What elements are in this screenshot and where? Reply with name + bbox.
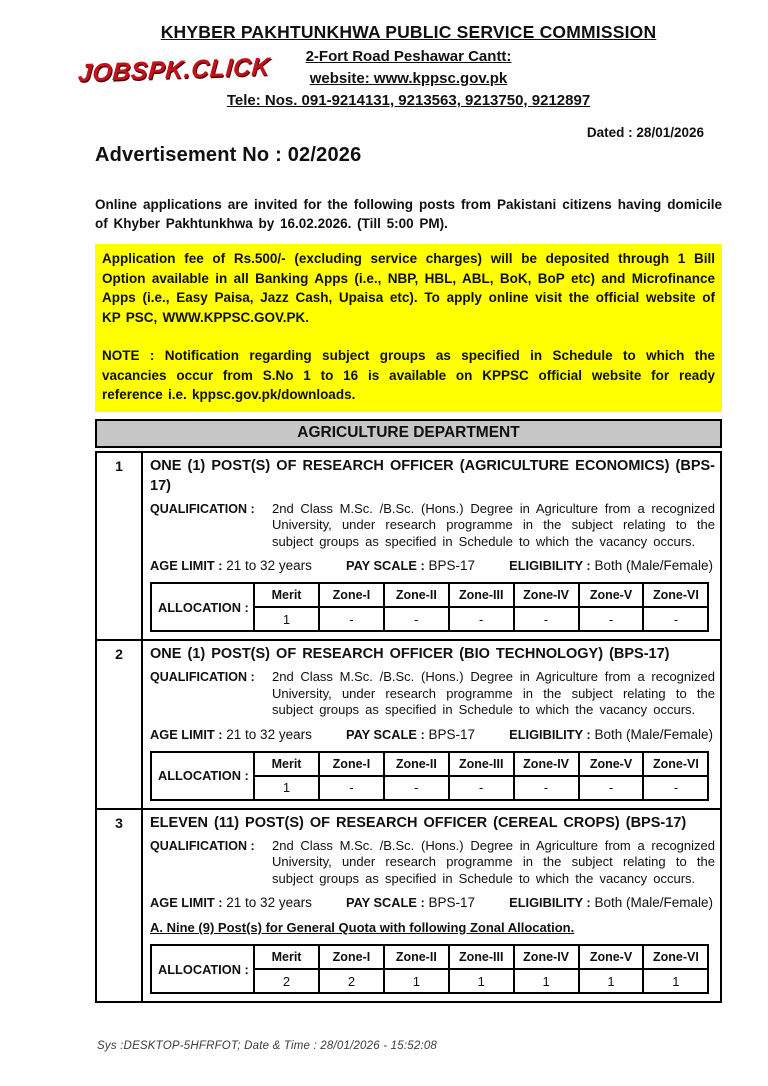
allocation-col-header: Zone-IV [514,583,579,607]
dated-label: Dated : [586,125,633,140]
allocation-value: 1 [254,776,319,800]
schedule-note-text: NOTE : Notification regarding subject groups as specified in Schedule to which the vacancies occur from S.No 1 to 16 is available on KPPSC official website for ready reference i.e. kppsc.gov.pk/downloads. [102,348,715,402]
commission-title: KHYBER PAKHTUNKHWA PUBLIC SERVICE COMMISSION [160,22,657,42]
allocation-value: 1 [384,969,449,993]
pay-scale: PAY SCALE : BPS-17 [346,895,475,910]
dated-value: 28/01/2026 [636,125,704,140]
page-content [77,22,722,1003]
allocation-value: 2 [319,969,384,993]
post-row [97,639,720,808]
intro-paragraph: Online applications are invited for the following posts from Pakistani citizens having domicile of Khyber Pakhtunkhwa by 16.02.2026. (Till 5:00 PM). [95,197,722,231]
jobspk-watermark-logo: JOBSPK.CLICK [77,52,272,88]
age-limit: AGE LIMIT : 21 to 32 years [150,558,312,573]
qualification-row [150,838,715,888]
age-limit: AGE LIMIT : 21 to 32 years [150,895,312,910]
allocation-col-header: Merit [254,583,319,607]
allocation-value: - [514,776,579,800]
allocation-col-header: Zone-I [319,583,384,607]
letterhead [77,22,722,109]
allocation-value: - [579,776,644,800]
post-body [143,810,720,1002]
allocation-col-header: Zone-V [579,583,644,607]
allocation-label: ALLOCATION : [151,945,254,993]
eligibility: ELIGIBILITY : Both (Male/Female) [509,726,713,742]
serial-number: 2 [97,641,143,808]
qualification-row [150,501,715,551]
allocation-value: - [449,607,514,631]
allocation-table [150,751,709,801]
fee-notice-text: Application fee of Rs.500/- (excluding service charges) will be deposited through 1 Bill Option available in all Banking Apps (i.e., NBP, HBL, ABL, BoK, BoP etc) and Microfinance Apps (i.e., Easy Paisa, Jazz Cash, Upaisa etc). To apply online visit the official website of KP PSC, WWW.KPPSC.GOV.PK. [102,251,715,325]
qualification-label: QUALIFICATION : [150,838,255,853]
allocation-col-header: Zone-II [384,752,449,776]
qualification-label: QUALIFICATION : [150,670,255,684]
allocation-col-header: Zone-II [384,945,449,969]
allocation-col-header: Zone-VI [643,752,708,776]
post-row [97,453,720,640]
qualification-text: 2nd Class M.Sc. /B.Sc. (Hons.) Degree in Agriculture from a recognized University, under research programme in the subject relating to the subject groups as specified in Schedule to which the vacancy occurs. [272,669,715,717]
dated-line [95,125,704,140]
allocation-col-header: Merit [254,945,319,969]
qualification-label: QUALIFICATION : [150,501,255,516]
allocation-col-header: Zone-IV [514,752,579,776]
allocation-value: - [384,776,449,800]
commission-address: 2-Fort Road Peshawar Cantt: [305,48,512,65]
qualification-row [150,669,715,719]
posts-table [95,451,722,1004]
eligibility: ELIGIBILITY : Both (Male/Female) [509,895,713,910]
allocation-value: 1 [643,969,708,993]
post-meta-line [150,895,715,910]
qualification-text: 2nd Class M.Sc. /B.Sc. (Hons.) Degree in Agriculture from a recognized University, under research programme in the subject relating to the subject groups as specified in Schedule to which the vacancy occurs. [272,837,715,886]
allocation-col-header: Zone-VI [643,945,708,969]
eligibility: ELIGIBILITY : Both (Male/Female) [509,558,713,573]
allocation-table [150,944,709,994]
general-quota-note: A. Nine (9) Post(s) for General Quota with following Zonal Allocation. [150,920,575,935]
age-limit: AGE LIMIT : 21 to 32 years [150,726,312,742]
serial-number: 3 [97,810,143,1002]
qualification-text: 2nd Class M.Sc. /B.Sc. (Hons.) Degree in Agriculture from a recognized University, under research programme in the subject relating to the subject groups as specified in Schedule to which the vacancy occurs. [272,500,715,549]
pay-scale: PAY SCALE : BPS-17 [346,726,475,742]
allocation-col-header: Zone-V [579,752,644,776]
allocation-value: 1 [514,969,579,993]
allocation-col-header: Zone-I [319,945,384,969]
commission-website: website: www.kppsc.gov.pk [309,70,508,87]
allocation-label: ALLOCATION : [151,583,254,631]
allocation-value: 1 [254,607,319,631]
allocation-col-header: Zone-II [384,583,449,607]
allocation-value: - [384,607,449,631]
post-body [143,641,720,808]
allocation-label: ALLOCATION : [151,752,254,800]
post-meta-line [150,727,715,742]
allocation-value: - [514,607,579,631]
allocation-value: - [319,776,384,800]
serial-number: 1 [97,453,143,640]
allocation-col-header: Zone-VI [643,583,708,607]
post-meta-line [150,558,715,573]
allocation-value: - [643,776,708,800]
allocation-table [150,582,709,632]
post-row [97,808,720,1002]
allocation-col-header: Zone-III [449,945,514,969]
commission-telephone: Tele: Nos. 091-9214131, 9213563, 9213750, 9212897 [226,92,591,109]
post-title: ONE (1) POST(S) OF RESEARCH OFFICER (AGRICULTURE ECONOMICS) (BPS-17) [150,457,715,494]
allocation-value: 2 [254,969,319,993]
allocation-col-header: Zone-IV [514,945,579,969]
allocation-value: - [319,607,384,631]
post-body [143,453,720,640]
allocation-col-header: Zone-I [319,752,384,776]
system-footer: Sys :DESKTOP-5HFRFOT; Date & Time : 28/01/2026 - 15:52:08 [97,1040,438,1052]
pay-scale: PAY SCALE : BPS-17 [346,558,475,573]
department-header: AGRICULTURE DEPARTMENT [95,419,722,448]
post-title: ELEVEN (11) POST(S) OF RESEARCH OFFICER (CEREAL CROPS) (BPS-17) [150,814,687,831]
allocation-col-header: Zone-III [449,752,514,776]
allocation-value: - [643,607,708,631]
allocation-value: - [449,776,514,800]
allocation-col-header: Merit [254,752,319,776]
allocation-value: - [579,607,644,631]
allocation-value: 1 [579,969,644,993]
advertisement-number: Advertisement No : 02/2026 [95,144,362,166]
allocation-col-header: Zone-III [449,583,514,607]
allocation-value: 1 [449,969,514,993]
highlighted-notice [95,244,722,412]
post-title: ONE (1) POST(S) OF RESEARCH OFFICER (BIO TECHNOLOGY) (BPS-17) [150,646,670,662]
allocation-col-header: Zone-V [579,945,644,969]
